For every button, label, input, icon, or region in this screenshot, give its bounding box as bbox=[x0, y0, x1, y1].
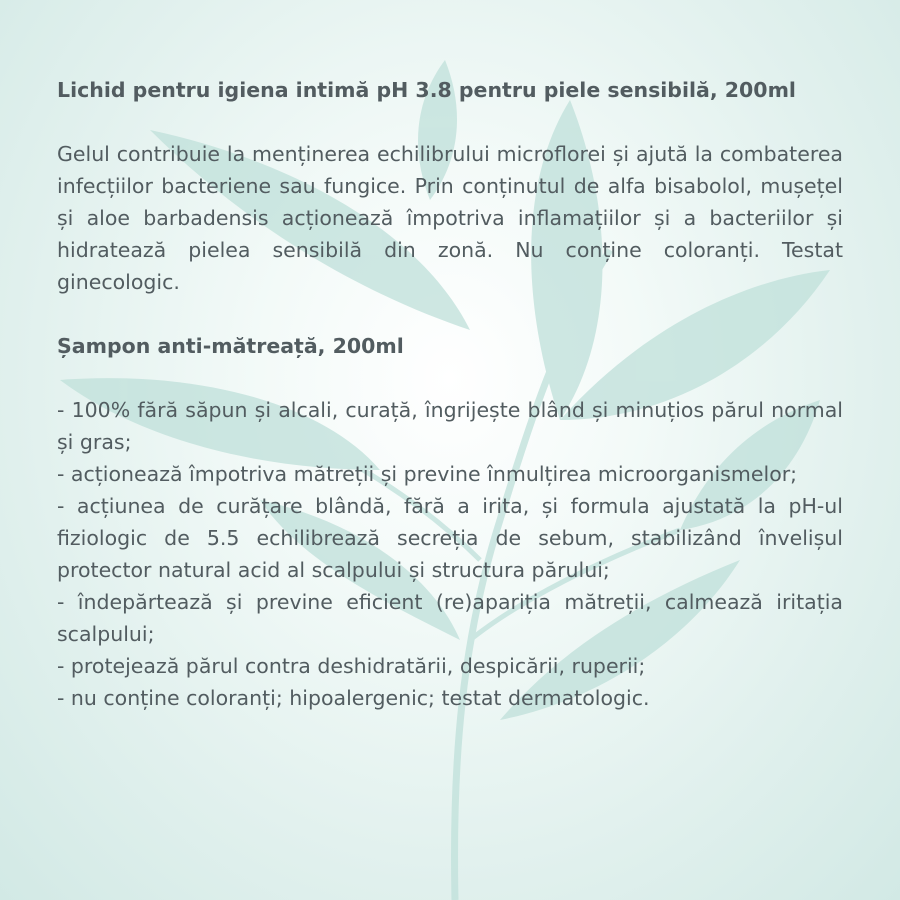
list-item: - acționează împotriva mătreții și previne înmulțirea microorganismelor; bbox=[57, 462, 798, 486]
list-item: - protejează părul contra deshidratării, despicării, ruperii; bbox=[57, 654, 646, 678]
product2-title: Șampon anti-mătreață, 200ml bbox=[57, 334, 404, 358]
product-description-content bbox=[57, 74, 843, 714]
product1-title: Lichid pentru igiena intimă pH 3.8 pentru piele sensibilă, 200ml bbox=[57, 78, 796, 102]
list-item: - acțiunea de curățare blândă, fără a irita, și formula ajustată la pH-ul fiziologic de 5.5 echilibrează secreția de sebum, stabilizând învelișul protector natural acid al scalpului și structura părului; bbox=[57, 494, 843, 582]
product2-bullet-list bbox=[57, 394, 843, 714]
list-item: - nu conține coloranți; hipoalergenic; testat dermatologic. bbox=[57, 686, 650, 710]
product1-description: Gelul contribuie la menținerea echilibrului microflorei și ajută la combaterea infecțiilor bacteriene sau fungice. Prin conținutul de alfa bisabolol, mușețel și aloe barbadensis acționează împotriva inflamațiilor și a bacteriilor și hidratează pielea sensibilă din zonă. Nu conține coloranți. Testat ginecologic. bbox=[57, 142, 843, 294]
list-item: - 100% fără săpun și alcali, curață, îngrijește blând și minuțios părul normal și gras; bbox=[57, 398, 843, 454]
list-item: - îndepărtează și previne eficient (re)apariția mătreții, calmează iritația scalpului; bbox=[57, 590, 843, 646]
